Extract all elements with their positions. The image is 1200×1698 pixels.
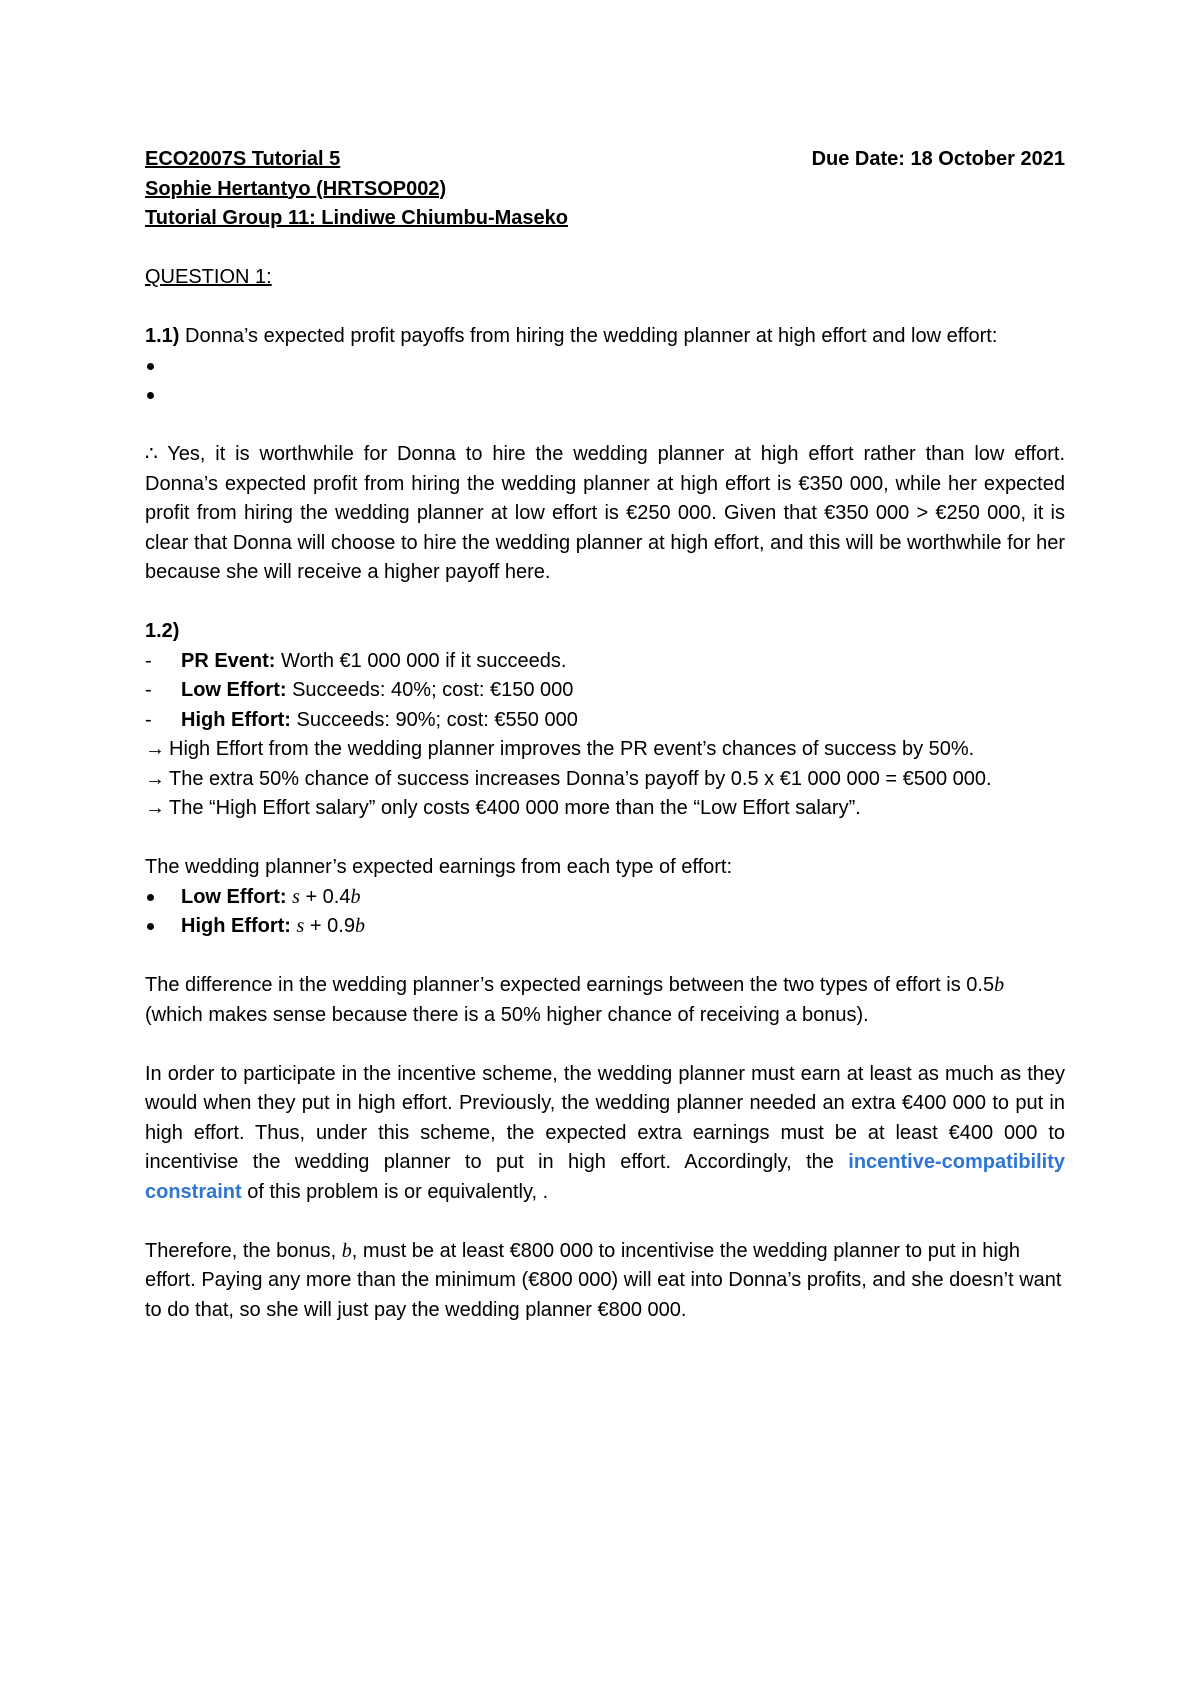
- dash-item-high-effort: - High Effort: Succeeds: 90%; cost: €550 000: [145, 708, 578, 731]
- final-paragraph: Therefore, the bonus, b, must be at least €800 000 to incentivise the wedding planner to put in high effort. Paying any more than the minimum (€800 000) will eat into Donna’s profits, and she doesn’t want to do that, so she will just pay the wedding planner €800 000.: [145, 1239, 1062, 1321]
- due-date: Due Date: 18 October 2021: [811, 148, 1065, 170]
- document-page: [145, 145, 1065, 1325]
- arrow-icon: →: [145, 767, 165, 790]
- question-heading: QUESTION 1:: [145, 266, 272, 288]
- empty-bullet: [145, 381, 1065, 411]
- arrow-item: → The “High Effort salary” only costs €400 000 more than the “Low Effort salary”.: [145, 797, 861, 819]
- empty-bullet: [145, 352, 1065, 382]
- arrow-icon: →: [145, 738, 165, 760]
- section-1-1-text: Donna’s expected profit payoffs from hiring the wedding planner at high effort and low effort:: [179, 325, 998, 347]
- incentive-compatibility-term: incentive-compatibility constraint: [145, 1151, 1065, 1203]
- paragraph-1-1: [145, 322, 1065, 352]
- course-title: ECO2007S Tutorial 5: [145, 148, 341, 170]
- student-name: Sophie Hertantyo (HRTSOP002): [145, 177, 447, 200]
- earnings-intro: The wedding planner’s expected earnings from each type of effort:: [145, 856, 733, 878]
- earnings-low-effort: Low Effort: s + 0.4b: [145, 883, 1065, 913]
- dash-item-low-effort: - Low Effort: Succeeds: 40%; cost: €150 000: [145, 679, 574, 701]
- earnings-high-effort: High Effort: s + 0.9b: [145, 912, 1065, 942]
- incentive-paragraph: In order to participate in the incentive scheme, the wedding planner must earn at least as much as they would when they put in high effort. Previously, the wedding planner needed an extra €400 000 to put in high effort. Thus, under this scheme, the expected extra earnings must be at least €400 000 to incentivise the wedding planner to put in high effort. Accordingly, the incentive-compatibility constraint of this problem is or equivalently, .: [145, 1062, 1065, 1203]
- section-number-1-1: 1.1): [145, 325, 180, 347]
- dash-list: [145, 647, 1065, 736]
- header-course-line: [145, 145, 1065, 175]
- earnings-list: [145, 883, 1065, 942]
- tutorial-group: Tutorial Group 11: Lindiwe Chiumbu-Maseko: [145, 207, 568, 229]
- arrow-item: → High Effort from the wedding planner improves the PR event’s chances of success by 50%.: [145, 738, 975, 760]
- dash-item-pr-event: - PR Event: Worth €1 000 000 if it succeeds.: [145, 649, 567, 672]
- arrow-icon: →: [145, 797, 165, 819]
- empty-bullet-list: [145, 352, 1065, 411]
- difference-paragraph: The difference in the wedding planner’s expected earnings between the two types of effort is 0.5b (which makes sense because there is a 50% higher chance of receiving a bonus).: [145, 974, 1005, 1026]
- arrow-item: → The extra 50% chance of success increases Donna’s payoff by 0.5 x €1 000 000 = €500 000.: [145, 767, 992, 790]
- section-number-1-2: 1.2): [145, 620, 180, 642]
- conclusion-paragraph: ∴ Yes, it is worthwhile for Donna to hire the wedding planner at high effort rather than low effort. Donna’s expected profit from hiring the wedding planner at high effort is €350 000, while her expected profit from hiring the wedding planner at low effort is €250 000. Given that €350 000 > €250 000, it is clear that Donna will choose to hire the wedding planner at high effort, and this will be worthwhile for her because she will receive a higher payoff here.: [145, 443, 1065, 583]
